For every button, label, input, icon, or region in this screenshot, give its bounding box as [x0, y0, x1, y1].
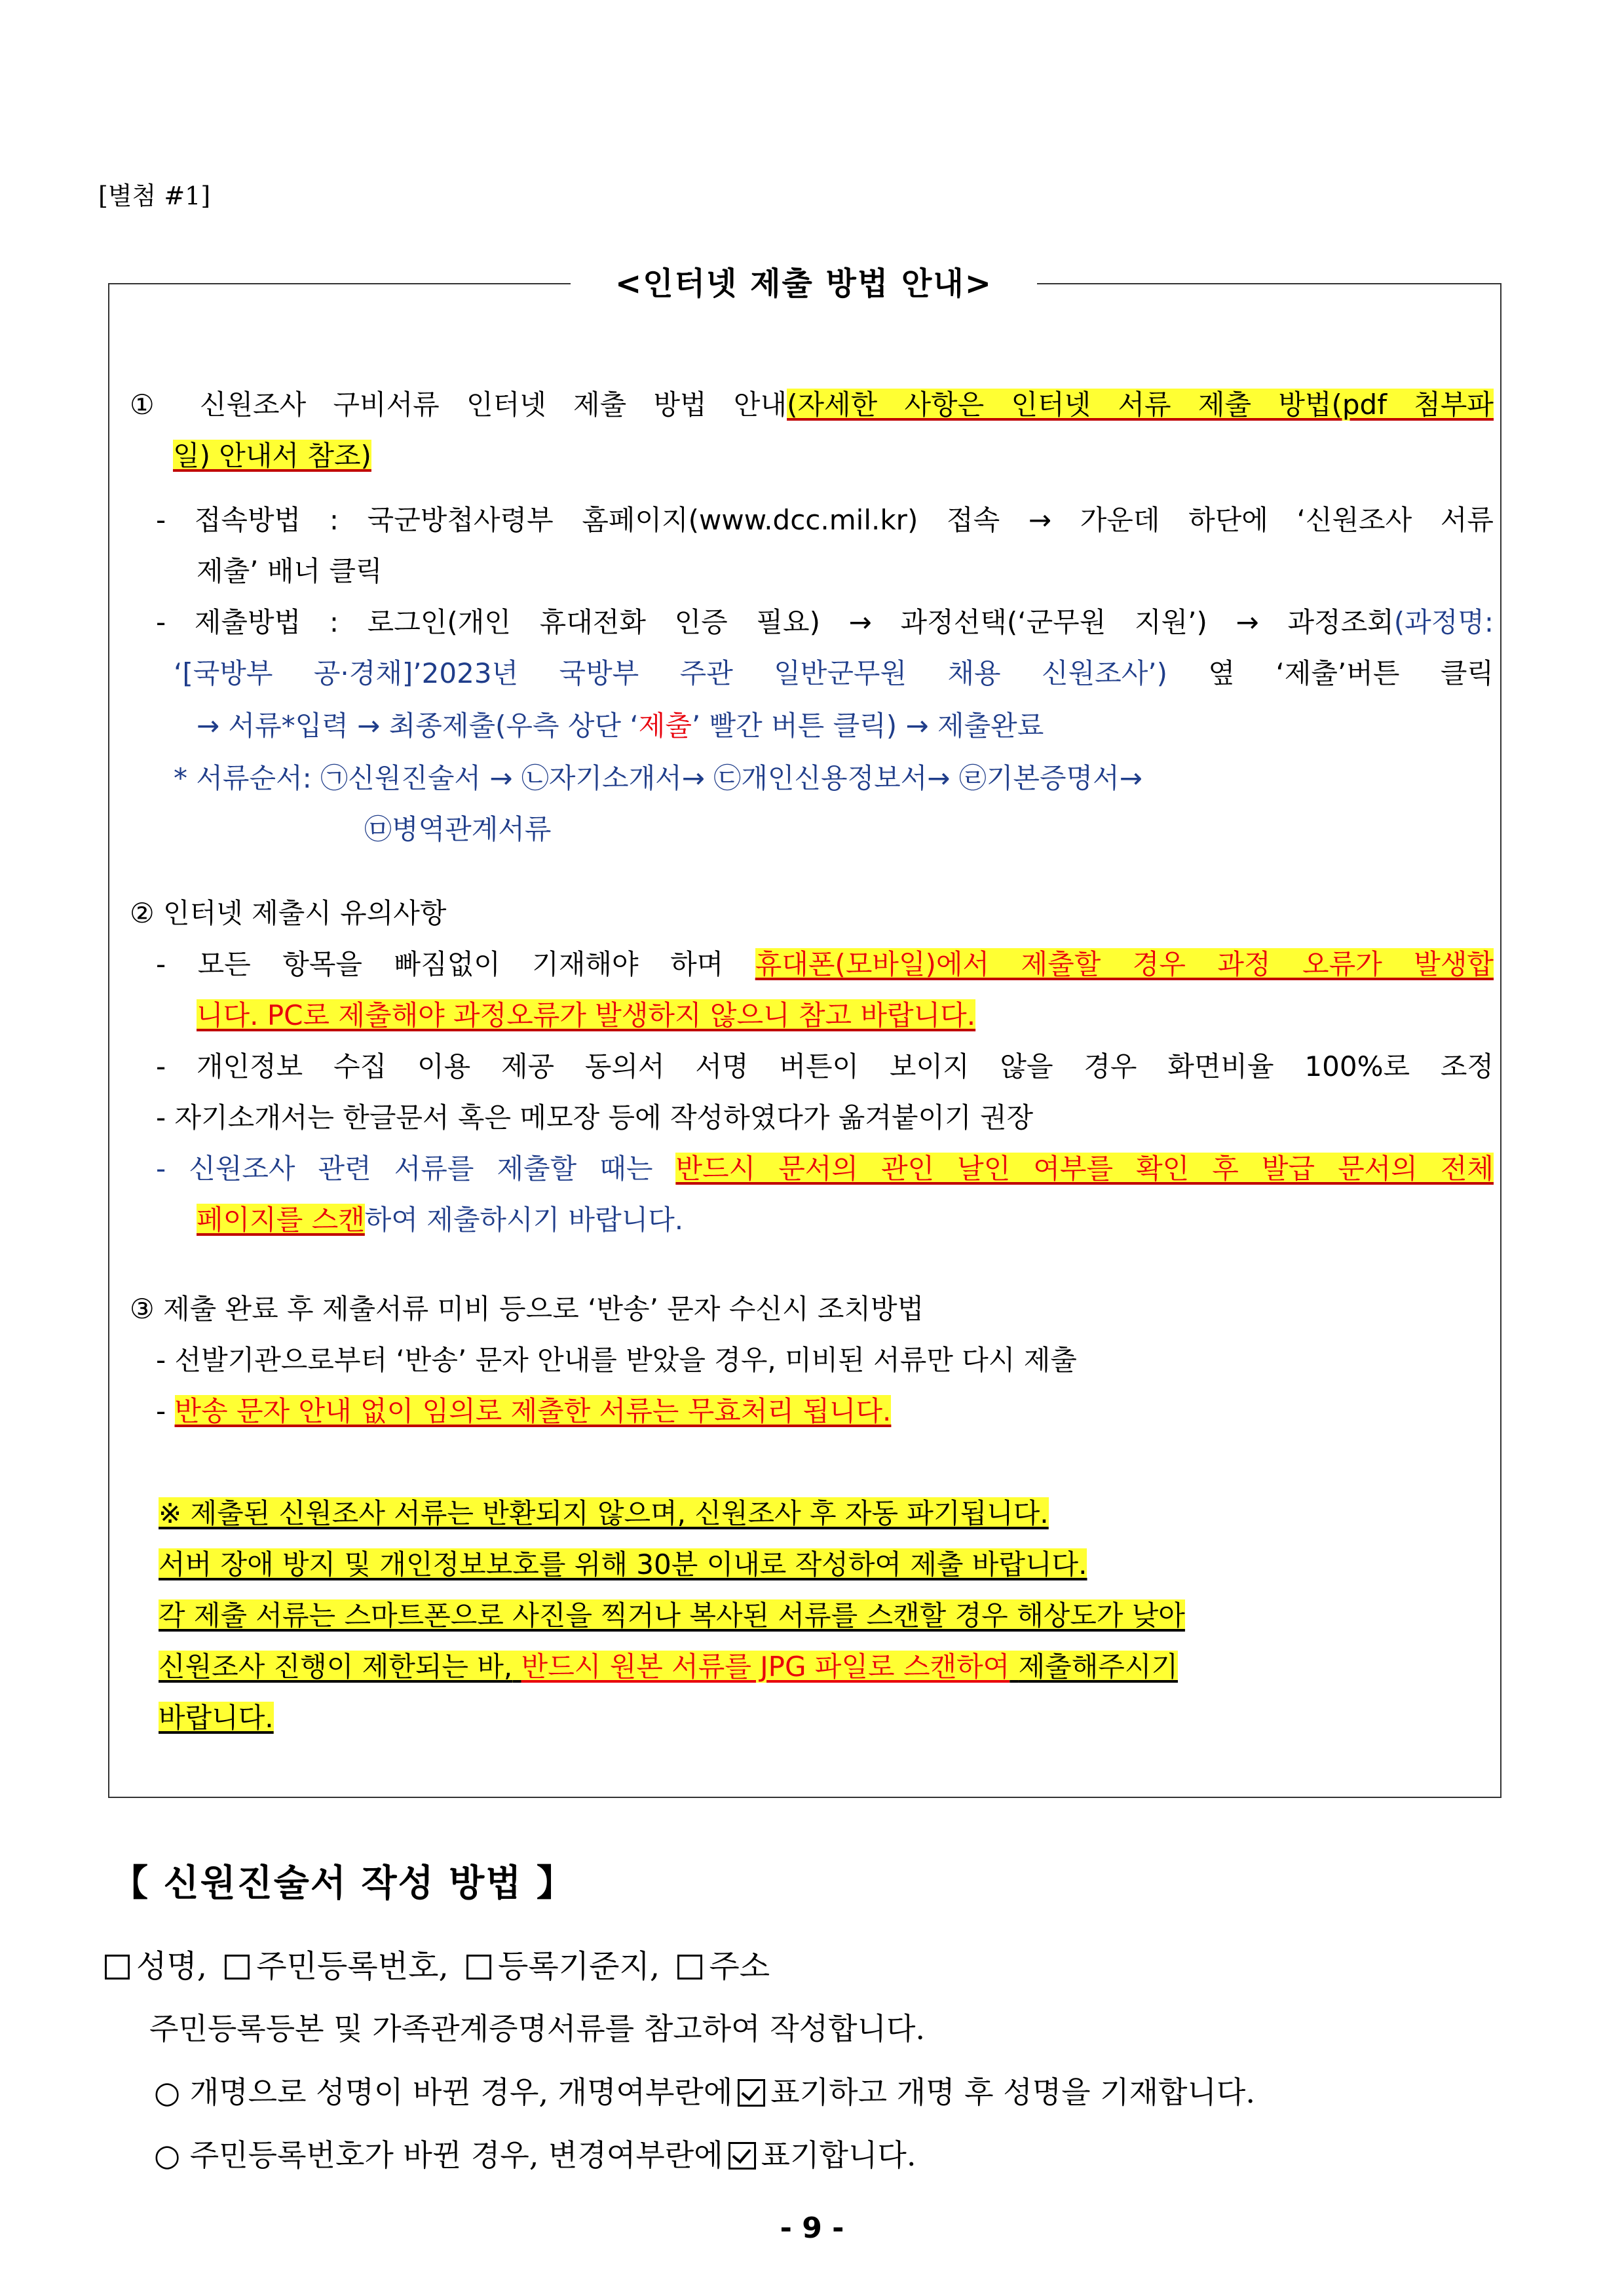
note-2	[159, 1545, 1087, 1584]
checkbox-registration-base	[466, 1955, 491, 1980]
s1-heading-note: (자세한 사항은 인터넷 서류 제출 방법(pdf 첨부파	[787, 389, 1494, 421]
s1-heading-line	[130, 385, 1494, 425]
s2-bullet4-warning-cont: 페이지를 스캔	[197, 1204, 365, 1236]
s3-bullet2-line	[156, 1392, 891, 1431]
page-number: - 9 -	[780, 2211, 844, 2245]
field-registration-base: 등록기준지,	[498, 1948, 660, 1985]
s1-heading-note-cont: 일) 안내서 참조)	[173, 440, 371, 472]
checked-box-icon	[738, 2079, 765, 2107]
field-name: 성명,	[136, 1948, 207, 1985]
s2-bullet4-cont-line	[197, 1200, 683, 1240]
s1-heading-line2	[173, 436, 371, 476]
s3-bullet1: - 선발기관으로부터 ‘반송’ 문자 안내를 받았을 경우, 미비된 서류만 다시 제출	[156, 1344, 1077, 1376]
access-method-cont: 제출’ 배너 클릭	[197, 555, 383, 587]
field-address: 주소	[709, 1948, 770, 1985]
submit-flow-a: → 서류*입력 → 최종제출(우측 상단 ‘	[197, 710, 639, 742]
course-name-label: (과정명:	[1393, 606, 1494, 638]
note-3-text: 각 제출 서류는 스마트폰으로 사진을 찍거나 복사된 서류를 스캔할 경우 해상도가 낮아	[159, 1599, 1185, 1632]
item1-text: ○ 개명으로 성명이 바뀐 경우, 개명여부란에	[154, 2075, 733, 2110]
submit-flow-red: 제출	[638, 710, 692, 742]
section2-intro: 주민등록등본 및 가족관계증명서류를 참고하여 작성합니다.	[149, 2011, 926, 2046]
s2-bullet4-warning: 반드시 문서의 관인 날인 여부를 확인 후 발급 문서의 전체	[675, 1153, 1494, 1185]
document-order: * 서류순서: ㉠신원진술서 → ㉡자기소개서→ ㉢개인신용정보서→ ㉣기본증명서→	[174, 762, 1142, 794]
s2-bullet2: - 개인정보 수집 이용 제공 동의서 서명 버튼이 보이지 않을 경우 화면비율 100%로 조정	[156, 1050, 1494, 1082]
s1-heading: ① 신원조사 구비서류 인터넷 제출 방법 안내	[130, 389, 787, 421]
submit-method-line	[156, 603, 1494, 642]
checkbox-address	[677, 1955, 702, 1980]
submit-flow-line	[197, 706, 1044, 746]
s2-bullet1: - 모든 항목을 빠짐없이 기재해야 하며	[156, 948, 724, 980]
document-order-cont: ㉤병역관계서류	[364, 813, 552, 845]
s2-bullet1-cont-line	[197, 996, 975, 1035]
field-list	[105, 1945, 770, 1988]
submit-method: - 제출방법 : 로그인(개인 휴대전화 인증 필요) → 과정선택(‘군무원 지원’) → 과정조회	[156, 606, 1394, 638]
s2-bullet3: - 자기소개서는 한글문서 혹은 메모장 등에 작성하였다가 옮겨붙이기 권장	[156, 1101, 1034, 1134]
note-4	[159, 1647, 1178, 1687]
checkbox-name	[105, 1955, 130, 1980]
s3-bullet2-warning: 반송 문자 안내 없이 임의로 제출한 서류는 무효처리 됩니다.	[174, 1395, 892, 1427]
item2-text-b: 표기합니다.	[761, 2137, 916, 2173]
note-1-text: ※ 제출된 신원조사 서류는 반환되지 않으며, 신원조사 후 자동 파기됩니다.	[159, 1497, 1049, 1529]
s2-bullet1-line	[156, 945, 1494, 984]
s2-heading: ② 인터넷 제출시 유의사항	[130, 897, 447, 929]
note-3	[159, 1596, 1185, 1636]
note-4-text-red: 반드시 원본 서류를 JPG 파일로 스캔하여	[521, 1651, 1010, 1683]
s2-bullet1-warning-cont: 니다. PC로 제출해야 과정오류가 발생하지 않으니 참고 바랍니다.	[197, 999, 976, 1031]
note-4-text-c: 제출해주시기	[1018, 1651, 1179, 1683]
s3-bullet2-dash: -	[156, 1395, 166, 1427]
s2-bullet4: - 신원조사 관련 서류를 제출할 때는	[156, 1153, 653, 1185]
attachment-label: [별첨 #1]	[98, 182, 211, 210]
note-5	[159, 1698, 274, 1738]
checkbox-resident-number	[225, 1955, 250, 1980]
s2-bullet4-line	[156, 1149, 1494, 1189]
checked-box-icon	[728, 2142, 756, 2170]
s2-bullet4-tail: 하여 제출하시기 바랍니다.	[364, 1204, 684, 1236]
section2-item2	[154, 2133, 916, 2177]
section-title: 【 신원진술서 작성 방법 】	[111, 1862, 575, 1905]
s2-bullet1-warning: 휴대폰(모바일)에서 제출할 경우 과정 오류가 발생합	[755, 948, 1494, 980]
note-4-text-a: 신원조사 진행이 제한되는 바,	[159, 1651, 513, 1683]
s3-heading: ③ 제출 완료 후 제출서류 미비 등으로 ‘반송’ 문자 수신시 조치방법	[130, 1293, 924, 1325]
note-2-text: 서버 장애 방지 및 개인정보보호를 위해 30분 이내로 작성하여 제출 바랍니다.	[159, 1548, 1087, 1580]
access-method: - 접속방법 : 국군방첩사령부 홈페이지(www.dcc.mil.kr) 접속 → 가운데 하단에 ‘신원조사 서류	[156, 504, 1494, 536]
note-1	[159, 1494, 1049, 1533]
course-name-line	[174, 654, 1494, 693]
box-title: <인터넷 제출 방법 안내>	[571, 261, 1037, 307]
submit-flow-b: ’ 빨간 버튼 클릭) → 제출완료	[691, 710, 1044, 742]
item2-text: ○ 주민등록번호가 바뀐 경우, 변경여부란에	[154, 2137, 723, 2173]
section2-item1	[154, 2071, 1255, 2114]
course-name: ‘[국방부 공·경채]’2023년 국방부 주관 일반군무원 채용 신원조사’)	[174, 657, 1168, 689]
submit-button-note: 옆 ‘제출’버튼 클릭	[1208, 657, 1494, 689]
field-resident-number: 주민등록번호,	[256, 1948, 449, 1985]
note-5-text: 바랍니다.	[159, 1702, 274, 1734]
item1-text-b: 표기하고 개명 후 성명을 기재합니다.	[770, 2075, 1255, 2110]
